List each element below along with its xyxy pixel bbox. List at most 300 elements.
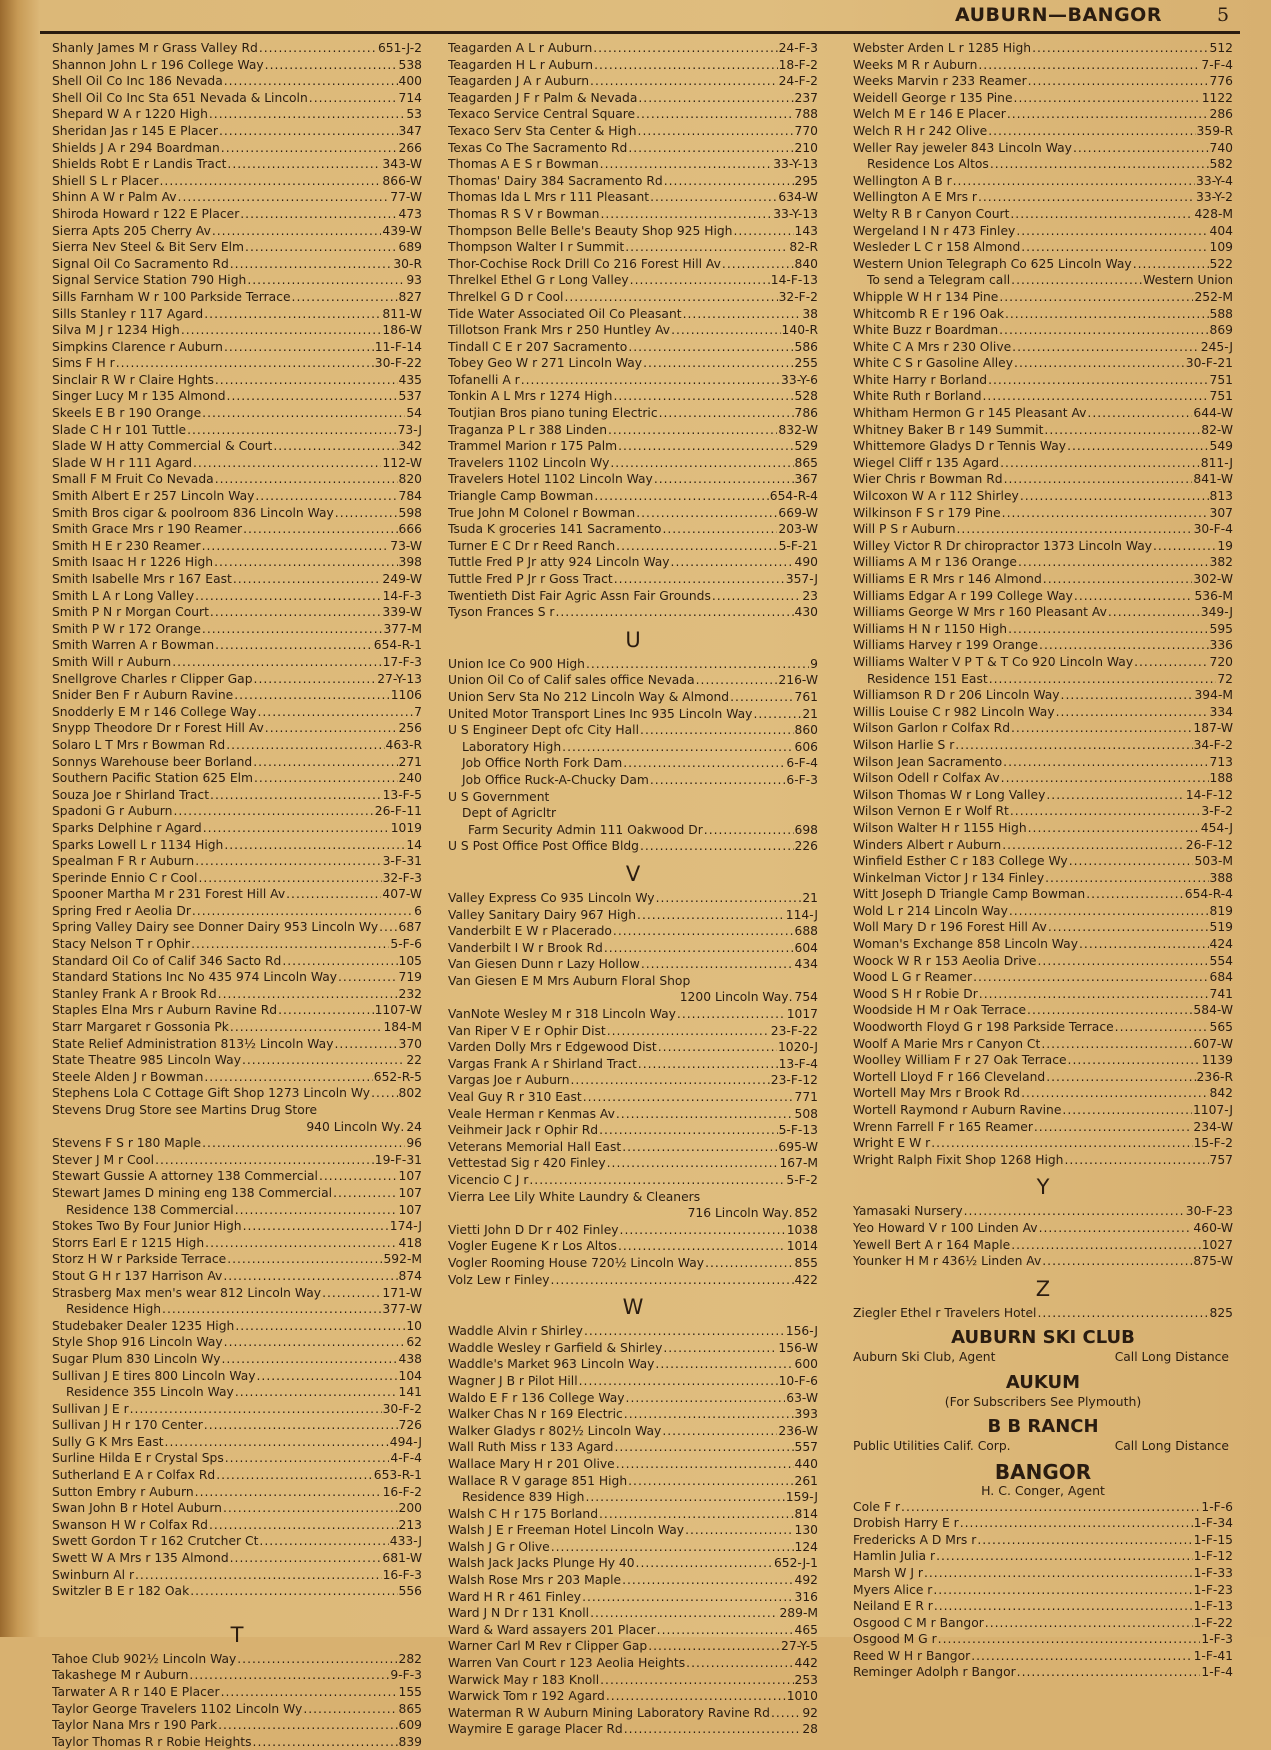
listing-number: 438 <box>398 1351 422 1366</box>
listing-entry <box>52 1517 422 1534</box>
listing-name: Waddle Wesley r Garfield & Shirley <box>448 1340 663 1355</box>
listing-entry <box>448 272 818 289</box>
listing-name: Walsh J E r Freeman Hotel Lincoln Way <box>448 1523 685 1538</box>
leader-dots <box>1061 687 1194 704</box>
listing-name: Shiroda Howard r 122 E Placer <box>52 206 240 221</box>
listing-entry <box>448 1056 818 1073</box>
listing-number: 33-Y-4 <box>1196 173 1233 188</box>
leader-dots <box>135 1567 382 1584</box>
listing-name: Yeo Howard V r 100 Linden Av <box>853 1220 1038 1235</box>
listing-name: Winders Albert r Auburn <box>853 837 1002 852</box>
leader-dots <box>230 256 393 273</box>
leader-dots <box>1041 1036 1192 1053</box>
listing-number: 377-W <box>382 1302 422 1317</box>
listing-number: 232 <box>398 986 422 1001</box>
leader-dots <box>214 554 397 571</box>
bb-ranch-row <box>853 1438 1233 1455</box>
listing-number: 786 <box>794 406 818 421</box>
listing-number: 652-J-1 <box>773 1556 818 1571</box>
listing-entry <box>448 1172 818 1189</box>
listing-name: Valley Sanitary Dairy 967 High <box>448 907 637 922</box>
listing-name: Whitcomb R E r 196 Oak <box>853 306 1004 321</box>
leader-dots <box>1087 405 1192 422</box>
listing-entry <box>448 1039 818 1056</box>
listing-entry <box>448 1539 818 1556</box>
leader-dots <box>599 1506 794 1523</box>
listing-entry <box>448 956 818 973</box>
listing-number: 875-W <box>1193 1254 1233 1269</box>
leader-dots <box>924 1565 1193 1582</box>
leader-dots <box>253 754 397 771</box>
listing-number: 18-F-2 <box>778 57 818 72</box>
listing-entry <box>52 1684 422 1701</box>
leader-dots <box>233 571 382 588</box>
leader-dots <box>219 123 398 140</box>
listing-entry <box>853 322 1233 339</box>
listing-name: U S Government <box>448 789 550 804</box>
listing-name: Stever J M r Cool <box>52 1152 155 1167</box>
listing-number: 776 <box>1209 74 1233 89</box>
leader-dots <box>1018 554 1209 571</box>
listing-entry <box>448 772 818 789</box>
listing-entry <box>853 720 1233 737</box>
listing-number: 442 <box>794 1656 818 1671</box>
listing-number: 687 <box>398 920 422 935</box>
listing-name: Tyson Frances S r <box>448 605 555 620</box>
listing-entry <box>853 339 1233 356</box>
listing-name: Whittemore Gladys D r Tennis Way <box>853 439 1067 454</box>
listing-number: 454-J <box>1200 820 1233 835</box>
letter-heading-u: U <box>625 627 641 652</box>
listing-name: Slade W H atty Commercial & Court <box>52 439 273 454</box>
listing-name: Van Riper V E r Ophir Dist <box>448 1023 606 1038</box>
listing-number: 688 <box>794 924 818 939</box>
listing-number: 400 <box>398 74 422 89</box>
leader-dots <box>230 1550 382 1567</box>
listing-number: 557 <box>794 1440 818 1455</box>
listing-entry <box>52 1185 422 1202</box>
listing-number: 307 <box>1209 505 1233 520</box>
leader-dots <box>659 405 794 422</box>
letter-heading-w: W <box>622 1295 644 1320</box>
listing-name: Stacy Nelson T r Ophir <box>52 937 191 952</box>
listing-number: 210 <box>794 140 818 155</box>
leader-dots <box>1039 637 1208 654</box>
listing-number: 187-W <box>1193 721 1233 736</box>
listing-entry <box>853 1237 1233 1254</box>
listing-number: 6 <box>414 903 422 918</box>
leader-dots <box>1038 953 1209 970</box>
ski-club-row <box>853 1349 1233 1366</box>
leader-dots <box>960 1515 1193 1532</box>
listing-group-u <box>448 656 818 855</box>
leader-dots <box>203 820 390 837</box>
leader-dots <box>590 1605 778 1622</box>
leader-dots <box>257 1368 398 1385</box>
listing-name: Takashege M r Auburn <box>52 1668 189 1683</box>
listing-entry <box>853 455 1233 472</box>
listing-number: 719 <box>398 970 422 985</box>
listing-number: 9-F-3 <box>390 1668 422 1683</box>
listing-entry <box>52 123 422 140</box>
leader-dots <box>178 189 390 206</box>
listing-name: Vogler Rooming House 720½ Lincoln Way <box>448 1255 705 1270</box>
listing-number: 349-J <box>1200 605 1233 620</box>
listing-name: Walker Gladys r 802½ Lincoln Way <box>448 1423 662 1438</box>
listing-entry <box>448 339 818 356</box>
leader-dots <box>564 289 777 306</box>
listing-name: Taylor Nana Mrs r 190 Park <box>52 1718 218 1733</box>
listing-entry <box>448 1506 818 1523</box>
listing-number: 256 <box>398 721 422 736</box>
listing-name: Van Giesen E M Mrs Auburn Floral Shop <box>448 973 691 988</box>
listing-number: 5-F-13 <box>778 1123 818 1138</box>
listing-name: Shinn A W r Palm Av <box>52 190 177 205</box>
listing-entry <box>52 505 422 522</box>
leader-dots <box>1005 306 1209 323</box>
listing-name: Sperinde Ennio C r Cool <box>52 870 198 885</box>
listing-number: 865 <box>794 455 818 470</box>
listing-number: 282 <box>398 1651 422 1666</box>
listing-number: 14 <box>406 837 422 852</box>
listing-number: 252-M <box>1194 289 1233 304</box>
listing-number: 32-F-2 <box>778 289 818 304</box>
listing-name: Sierra Nev Steel & Bit Serv Elm <box>52 240 245 255</box>
listing-entry <box>853 1515 1233 1532</box>
leader-dots <box>242 1052 405 1069</box>
listing-name: White Ruth r Borland <box>853 389 982 404</box>
listing-name: Spring Valley Dairy see Donner Dairy 953 Lincoln Wy <box>52 920 379 935</box>
listing-name: Williams E R Mrs r 146 Almond <box>853 572 1042 586</box>
listing-entry <box>52 189 422 206</box>
listing-number: 30-F-2 <box>382 1401 422 1416</box>
listing-entry <box>853 239 1233 256</box>
listing-number: 538 <box>398 57 422 72</box>
listing-number: 23 <box>802 588 818 603</box>
leader-dots <box>600 206 772 223</box>
listing-number: 302-W <box>1193 572 1233 586</box>
listing-number: 757 <box>1209 1152 1233 1167</box>
listing-number: 156-J <box>785 1324 818 1339</box>
listing-entry <box>52 488 422 505</box>
header-rule <box>40 31 1240 34</box>
leader-dots <box>1042 1253 1192 1270</box>
listing-name: Surline Hilda E r Crystal Sps <box>52 1451 224 1466</box>
listing-entry <box>853 1615 1233 1632</box>
leader-dots <box>650 189 777 206</box>
leader-dots <box>643 355 793 372</box>
listing-name: Woodside H M r Oak Terrace <box>853 1003 1027 1018</box>
listing-name: Williamson R D r 206 Lincoln Way <box>853 688 1060 703</box>
listing-name: Tobey Geo W r 271 Lincoln Way <box>448 356 643 371</box>
leader-dots <box>1044 422 1200 439</box>
leader-dots <box>733 223 793 240</box>
listing-number: 73-J <box>397 422 422 437</box>
listing-entry <box>52 1085 422 1102</box>
listing-entry <box>448 1489 818 1506</box>
listing-entry <box>853 538 1233 555</box>
listing-name: Whitham Hermon G r 145 Pleasant Av <box>853 406 1087 421</box>
listing-entry <box>853 405 1233 422</box>
leader-dots <box>209 1517 398 1534</box>
listing-name: Steele Alden J r Bowman <box>52 1069 204 1084</box>
leader-dots <box>335 505 398 522</box>
listing-number: 21 <box>802 890 818 905</box>
listing-number: 16-F-2 <box>382 1484 422 1499</box>
listing-name: Triangle Camp Bowman <box>448 489 594 504</box>
listing-name: Wilcoxon W A r 112 Shirley <box>853 489 1019 504</box>
listing-number: 424 <box>1209 937 1233 952</box>
listing-number: 556 <box>398 1584 422 1599</box>
listing-number: 92 <box>802 1705 818 1720</box>
listing-number: 866-W <box>382 173 422 188</box>
listing-name: Williams H N r 1150 High <box>853 621 1008 636</box>
leader-dots <box>255 488 397 505</box>
listing-number: 26-F-12 <box>1185 837 1233 852</box>
listing-number: 30-F-23 <box>1185 1204 1233 1219</box>
listing-name: Standard Oil Co of Calif 346 Sacto Rd <box>52 953 282 968</box>
column-2 <box>448 40 818 1738</box>
listing-number: 253 <box>794 1672 818 1687</box>
listing-number: 3-F-2 <box>1201 804 1233 819</box>
listing-entry <box>448 907 818 924</box>
leader-dots <box>173 803 373 820</box>
listing-name: Williams George W Mrs r 160 Pleasant Av <box>853 605 1107 620</box>
listing-name: Waddle Alvin r Shirley <box>448 1324 583 1339</box>
listing-name: Smith P N r Morgan Court <box>52 605 209 620</box>
listing-number: 156-W <box>778 1340 818 1355</box>
listing-number: 1-F-41 <box>1193 1648 1233 1663</box>
listing-name: Texaco Service Central Square <box>448 107 636 122</box>
listing-number: 1014 <box>786 1239 818 1254</box>
listing-entry <box>52 820 422 837</box>
listing-name: Warwick Tom r 192 Agard <box>448 1689 605 1704</box>
listing-entry <box>853 621 1233 638</box>
listing-number: 606 <box>794 739 818 754</box>
listing-number: 595 <box>1209 621 1233 636</box>
listing-entry <box>52 1202 422 1219</box>
listing-number: 13-F-5 <box>382 787 422 802</box>
listing-entry <box>853 256 1233 273</box>
listing-name: Warren Van Court r 123 Aeolia Heights <box>448 1656 686 1671</box>
listing-entry <box>853 671 1233 688</box>
listing-number: 1010 <box>786 1689 818 1704</box>
leader-dots <box>1134 654 1208 671</box>
leader-dots <box>1028 820 1200 837</box>
listing-number: 167-M <box>779 1156 818 1171</box>
listing-entry <box>448 755 818 772</box>
listing-name: Storz H W r Parkside Terrace <box>52 1252 227 1267</box>
listing-name: True John M Colonel r Bowman <box>448 505 636 520</box>
leader-dots <box>1115 1019 1209 1036</box>
listing-name: Winfield Esther C r 183 College Wy <box>853 854 1068 869</box>
listing-group-v <box>448 890 818 1288</box>
listing-name: Woodworth Floyd G r 198 Parkside Terrace <box>853 1020 1114 1035</box>
leader-dots <box>662 521 777 538</box>
listing-number: 492 <box>794 1573 818 1588</box>
leader-dots <box>1067 438 1208 455</box>
listing-entry <box>853 637 1233 654</box>
leader-dots <box>1010 206 1193 223</box>
listing-entry <box>853 1019 1233 1036</box>
listing-entry <box>448 1122 818 1139</box>
leader-dots <box>202 621 383 638</box>
leader-dots <box>607 1023 770 1040</box>
listing-number: 155 <box>398 1685 422 1699</box>
ski-club-agent: Auburn Ski Club, Agent <box>853 1350 996 1365</box>
listing-name: Valley Express Co 935 Lincoln Wy <box>448 890 655 905</box>
listing-entry <box>52 471 422 488</box>
listing-name: Wilson Garlon r Colfax Rd <box>853 721 1011 736</box>
listing-number: 295 <box>794 173 818 188</box>
listing-number: 1-F-13 <box>1193 1599 1233 1614</box>
listing-entry <box>52 588 422 605</box>
listing-name: Wilson Vernon E r Wolf Rt <box>853 804 1009 819</box>
listing-entry <box>853 1598 1233 1615</box>
letter-heading-t: T <box>230 1622 244 1647</box>
listing-number: 82-R <box>789 240 818 255</box>
listing-number: 14-F-3 <box>382 588 422 603</box>
listing-number: 339-W <box>382 605 422 620</box>
leader-dots <box>204 306 381 323</box>
leader-dots <box>1039 1220 1193 1237</box>
listing-entry <box>52 272 422 289</box>
listing-name: Vanderbilt I W r Brook Rd <box>448 940 603 955</box>
listing-name: Walsh Rose Mrs r 203 Maple <box>448 1573 622 1588</box>
listing-number: 832-W <box>778 422 818 437</box>
listing-entry <box>853 1532 1233 1549</box>
listing-number: 1-F-33 <box>1193 1565 1233 1580</box>
listing-group-w <box>448 1323 818 1738</box>
leader-dots <box>235 1318 405 1335</box>
listing-number: 13-F-4 <box>778 1056 818 1071</box>
section-title-bangor: BANGOR <box>994 1459 1092 1484</box>
listing-name: Sonnys Warehouse beer Borland <box>52 754 253 769</box>
listing-number: 1027 <box>1201 1237 1233 1252</box>
listing-number: 104 <box>398 1368 422 1383</box>
listing-number: 490 <box>794 555 818 570</box>
leader-dots <box>257 704 413 721</box>
leader-dots <box>618 438 793 455</box>
listing-entry <box>52 1152 422 1169</box>
listing-number: 213 <box>398 1517 422 1532</box>
listing-number: 38 <box>802 306 818 321</box>
listing-entry <box>448 1605 818 1622</box>
listing-entry <box>853 1631 1233 1648</box>
listing-number: 343-W <box>382 157 422 172</box>
leader-dots <box>1011 720 1192 737</box>
listing-entry <box>853 1253 1233 1270</box>
listing-number: 19 <box>1217 538 1233 553</box>
leader-dots <box>999 322 1208 339</box>
leader-dots <box>286 886 381 903</box>
listing-name: Wilson Jean Sacramento <box>853 754 1003 769</box>
leader-dots <box>1073 140 1209 157</box>
leader-dots <box>722 256 794 273</box>
leader-dots <box>648 1638 780 1655</box>
listing-number: 226 <box>794 839 818 854</box>
leader-dot: . <box>400 1119 405 1134</box>
leader-dots <box>901 1499 1200 1516</box>
listing-entry <box>448 923 818 940</box>
leader-dots <box>640 722 793 739</box>
listing-number: 754 <box>794 990 818 1005</box>
listing-name: Yamasaki Nursery <box>853 1204 963 1219</box>
listing-name: Weeks M R r Auburn <box>853 57 978 72</box>
leader-dots <box>640 838 794 855</box>
leader-dots <box>254 671 377 688</box>
listing-number: 1-F-3 <box>1201 1632 1233 1647</box>
listing-entry <box>52 1567 422 1584</box>
listing-number: 522 <box>1209 256 1233 271</box>
listing-name: Wallace R V garage 851 High <box>448 1473 628 1488</box>
listing-number: 342 <box>398 439 422 454</box>
leader-dots <box>1011 272 1142 289</box>
listing-number: 430 <box>794 605 818 620</box>
leader-dots <box>955 737 1192 754</box>
listing-name: Vogler Eugene K r Los Altos <box>448 1239 617 1254</box>
leader-dots <box>1011 1237 1201 1254</box>
listing-entry <box>448 571 818 588</box>
listing-number: 10 <box>406 1318 422 1333</box>
listing-name: Sills Stanley r 117 Agard <box>52 306 204 321</box>
listing-entry <box>52 554 422 571</box>
ski-club-call: Call Long Distance <box>1114 1350 1229 1365</box>
listing-number: 465 <box>794 1622 818 1637</box>
listing-number: 24-F-3 <box>778 41 818 55</box>
listing-name: Welch R H r 242 Olive <box>853 123 988 138</box>
listing-name: Stewart Gussie A attorney 138 Commercial <box>52 1169 318 1184</box>
listing-entry <box>52 953 422 970</box>
listing-number: 27-Y-5 <box>781 1639 818 1654</box>
leader-dots <box>585 1489 784 1506</box>
listing-entry <box>853 1085 1233 1102</box>
section-title-ski-club: AUBURN SKI CLUB <box>951 1327 1135 1349</box>
leader-dots <box>235 1384 398 1401</box>
leader-dots <box>657 1622 794 1639</box>
listing-entry <box>853 770 1233 787</box>
listing-entry <box>853 438 1233 455</box>
listing-name: Signal Service Station 790 High <box>52 273 247 288</box>
listing-number: 393 <box>794 1407 818 1422</box>
leader-dots <box>1064 1152 1208 1169</box>
leader-dots <box>555 604 793 621</box>
listing-entry <box>448 1705 818 1722</box>
listing-name: Tarwater A R r 140 E Placer <box>52 1685 220 1699</box>
leader-dots <box>616 538 777 555</box>
listing-name: Sutherland E A r Colfax Rd <box>52 1468 216 1483</box>
listing-entry <box>448 471 818 488</box>
listing-name: Smith Bros cigar & poolroom 836 Lincoln Way <box>52 505 334 520</box>
listing-entry <box>853 853 1233 870</box>
listing-name: Sims F H r <box>52 356 115 371</box>
listing-name: Woll Mary D r 196 Forest Hill Av <box>853 920 1047 935</box>
listing-number: 398 <box>398 555 422 570</box>
listing-entry <box>52 1052 422 1069</box>
listing-number: 33-Y-13 <box>773 206 818 221</box>
listing-entry <box>52 1069 422 1086</box>
leader-dots <box>322 1285 381 1302</box>
listing-number: 174-J <box>389 1219 422 1234</box>
listing-number: 72 <box>1217 671 1233 686</box>
listing-entry <box>448 1672 818 1689</box>
listing-name: Thompson Walter I r Summit <box>448 240 625 255</box>
listing-number: 588 <box>1209 306 1233 321</box>
leader-dots <box>226 737 384 754</box>
listing-name: State Theatre 985 Lincoln Way <box>52 1053 241 1068</box>
listing-name: Smith Grace Mrs r 190 Reamer <box>52 522 243 537</box>
listing-entry <box>52 903 422 920</box>
